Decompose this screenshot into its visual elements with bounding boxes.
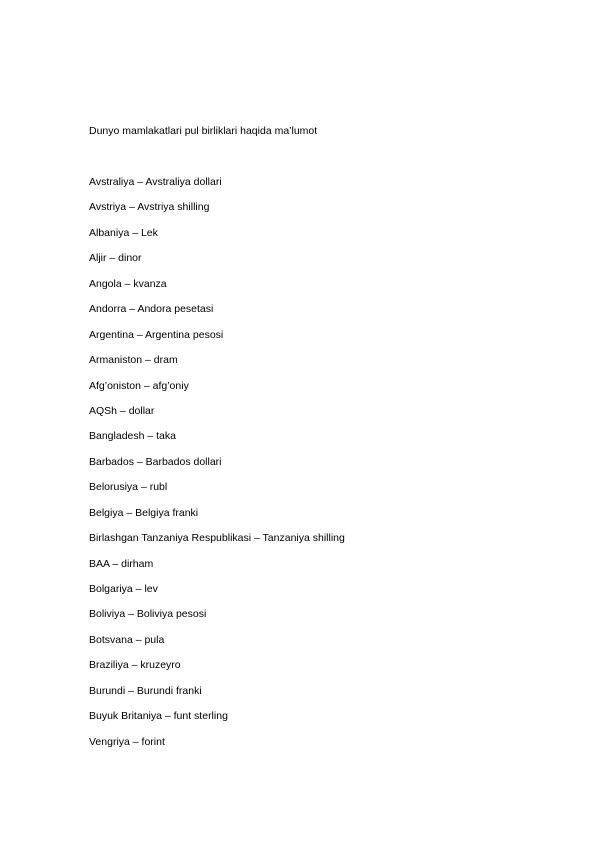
list-item: Belgiya – Belgiya franki [89, 506, 199, 519]
list-item: BAA – dirham [89, 557, 154, 570]
list-item: Bolgariya – lev [89, 583, 158, 595]
list-item: Angola – kvanza [89, 277, 167, 290]
list-item: Albaniya – Lek [89, 226, 158, 239]
list-item: AQSh – dollar [89, 404, 155, 417]
list-item: Belorusiya – rubl [89, 481, 168, 494]
list-item: Aljir – dinor [89, 252, 142, 265]
list-item: Burundi – Burundi franki [89, 684, 202, 697]
document-title: Dunyo mamlakatlari pul birliklari haqida ma’lumot [89, 125, 318, 137]
list-item: Bangladesh – taka [89, 430, 176, 443]
list-item: Botsvana – pula [89, 633, 165, 646]
list-item: Braziliya – kruzeyro [89, 659, 181, 672]
list-item: Boliviya – Boliviya pesosi [89, 608, 207, 621]
list-item: Armaniston – dram [89, 354, 178, 367]
list-item: Avstriya – Avstriya shilling [89, 201, 210, 214]
list-item: Avstraliya – Avstraliya dollari [89, 176, 222, 188]
list-item: Birlashgan Tanzaniya Respublikasi – Tanzaniya shilling [89, 532, 345, 545]
list-item: Buyuk Britaniya – funt sterling [89, 710, 228, 723]
list-item: Barbados – Barbados dollari [89, 455, 222, 468]
list-item: Vengriya – forint [89, 735, 165, 748]
list-item: Argentina – Argentina pesosi [89, 328, 224, 341]
list-item: Afg’oniston – afg’oniy [89, 379, 189, 392]
currency-list [89, 175, 345, 760]
list-item: Andorra – Andora pesetasi [89, 303, 214, 316]
